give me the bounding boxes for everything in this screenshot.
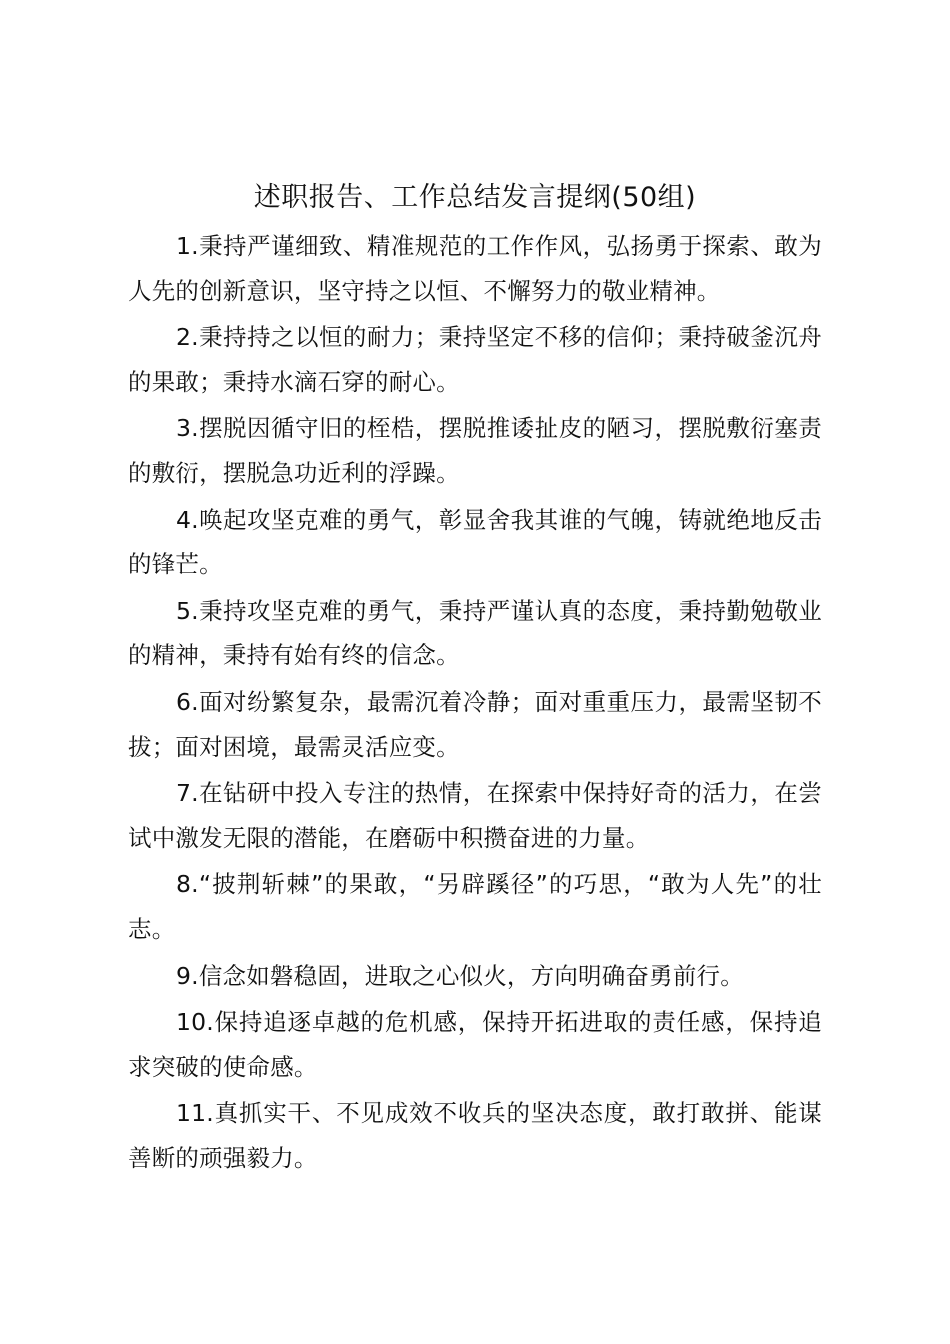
paragraph-10: 10.保持追逐卓越的危机感，保持开拓进取的责任感，保持追求突破的使命感。 xyxy=(128,1008,822,1081)
paragraph-3: 3.摆脱因循守旧的桎梏，摆脱推诿扯皮的陋习，摆脱敷衍塞责的敷衍，摆脱急功近利的浮躁。 xyxy=(128,414,822,487)
document-title: 述职报告、工作总结发言提纲(50组) xyxy=(253,182,697,213)
paragraph-1: 1.秉持严谨细致、精准规范的工作作风，弘扬勇于探索、敢为人先的创新意识，坚守持之以恒、不懈努力的敬业精神。 xyxy=(128,232,822,305)
paragraph-4: 4.唤起攻坚克难的勇气，彰显舍我其谁的气魄，铸就绝地反击的锋芒。 xyxy=(128,505,822,579)
paragraph-9: 9.信念如磐稳固，进取之心似火，方向明确奋勇前行。 xyxy=(176,961,744,990)
paragraph-8: 8.“披荆斩棘”的果敢，“另辟蹊径”的巧思，“敢为人先”的壮志。 xyxy=(128,870,822,943)
document-body xyxy=(128,224,822,1182)
paragraph-11: 11.真抓实干、不见成效不收兵的坚决态度，敢打敢拼、能谋善断的顽强毅力。 xyxy=(128,1099,822,1172)
paragraph-2: 2.秉持持之以恒的耐力；秉持坚定不移的信仰；秉持破釜沉舟的果敢；秉持水滴石穿的耐心。 xyxy=(128,323,822,396)
paragraph-5: 5.秉持攻坚克难的勇气，秉持严谨认真的态度，秉持勤勉敬业的精神，秉持有始有终的信念。 xyxy=(128,596,822,670)
paragraph-6: 6.面对纷繁复杂，最需沉着冷静；面对重重压力，最需坚韧不拔；面对困境，最需灵活应变。 xyxy=(128,687,822,761)
paragraph-7: 7.在钻研中投入专注的热情，在探索中保持好奇的活力，在尝试中激发无限的潜能，在磨砺中积攒奋进的力量。 xyxy=(128,779,822,852)
